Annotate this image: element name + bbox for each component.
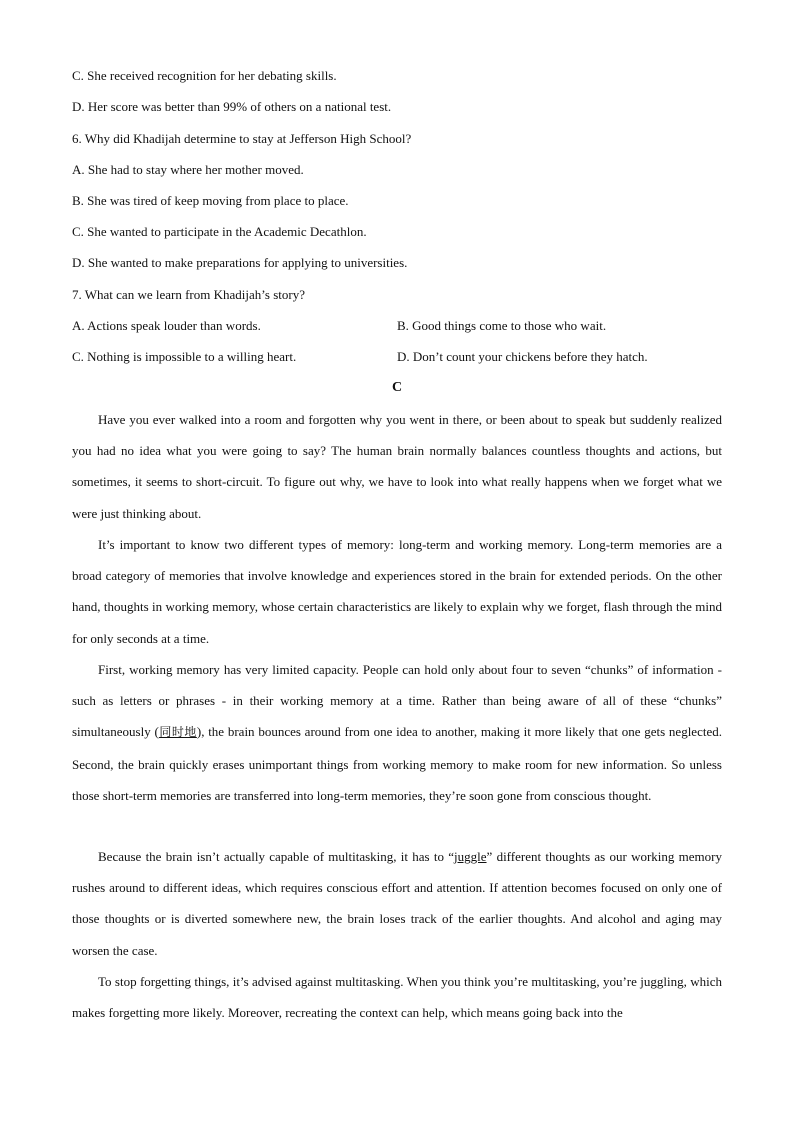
- q6-option-d: D. She wanted to make preparations for applying to universities.: [72, 255, 408, 270]
- q7-option-b: B. Good things come to those who wait.: [397, 318, 607, 333]
- passage-paragraph-5: To stop forgetting things, it’s advised against multitasking. When you think you’re multitasking, you’re juggling, which makes forgetting more likely. Moreover, recreating the context can help, which means going back into the: [72, 974, 722, 1021]
- q6-option-b: B. She was tired of keep moving from place to place.: [72, 193, 349, 208]
- paragraph-4-text-start: Because the brain isn’t actually capable of multitasking, it has to “: [98, 849, 455, 864]
- chinese-gloss: 同时地: [158, 725, 197, 740]
- q7-option-d: D. Don’t count your chickens before they hatch.: [397, 349, 648, 364]
- q5-option-d: D. Her score was better than 99% of others on a national test.: [72, 99, 392, 114]
- paragraph-3-text-end: ), the brain bounces around from one idea to another, making it more likely that one gets neglected. Second, the brain quickly erases unimportant things from working memory to make room for new information. So unless those short-term memories are transferred into long-term memories, they’re soon gone from conscious thought.: [72, 724, 722, 803]
- passage-paragraph-2: It’s important to know two different types of memory: long-term and working memory. Long-term memories are a broad category of memories that involve knowledge and experiences stored in the brain for extended periods. On the other hand, thoughts in working memory, whose certain characteristics are likely to explain why we forget, flash through the mind for only seconds at a time.: [72, 537, 722, 646]
- q6-question: 6. Why did Khadijah determine to stay at Jefferson High School?: [72, 131, 412, 146]
- q7-option-a: A. Actions speak louder than words.: [72, 318, 261, 333]
- q6-option-a: A. She had to stay where her mother moved.: [72, 162, 304, 177]
- passage-paragraph-4: [72, 841, 722, 966]
- q6-option-c: C. She wanted to participate in the Academic Decathlon.: [72, 224, 367, 239]
- q7-question: 7. What can we learn from Khadijah’s story?: [72, 287, 305, 302]
- passage-paragraph-3: [72, 654, 722, 811]
- q7-option-c: C. Nothing is impossible to a willing heart.: [72, 349, 297, 364]
- underlined-word-juggle: juggle: [454, 849, 487, 864]
- passage-paragraph-1: Have you ever walked into a room and forgotten why you went in there, or been about to speak but suddenly realized you had no idea what you were going to say? The human brain normally balances countless thoughts and actions, but sometimes, it seems to short-circuit. To figure out why, we have to look into what really happens when we forget what we were just thinking about.: [72, 412, 722, 521]
- paragraph-3-text-start: First, working memory has very limited capacity. People can hold only about four to seven “chunks” of information - such as letters or phrases - in their working memory at a time. Rather than being aware of all of these “chunks” simultaneously (: [72, 662, 722, 740]
- paragraph-4-text-end: ” different thoughts as our working memory rushes around to different ideas, which requires conscious effort and attention. If attention becomes focused on only one of those thoughts or is diverted somewhere new, the brain loses track of the earlier thoughts. And alcohol and aging may worsen the case.: [72, 849, 722, 958]
- section-heading: C: [391, 380, 403, 395]
- q5-option-c: C. She received recognition for her debating skills.: [72, 68, 337, 83]
